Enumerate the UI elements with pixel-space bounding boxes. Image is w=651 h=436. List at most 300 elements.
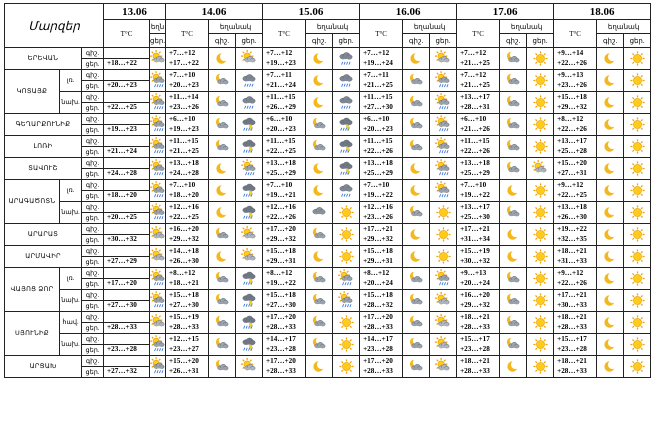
moon-cloud-icon <box>408 72 425 89</box>
weather-day-cell <box>236 334 263 356</box>
temp-day: +24…+28 <box>169 168 199 177</box>
weather-night-cell <box>403 48 430 70</box>
moon-cloud-icon <box>311 138 328 155</box>
night-label: գիշ. <box>82 312 104 323</box>
weather-night-cell <box>306 136 333 158</box>
day-label: ցեր. <box>82 213 104 224</box>
day-label: ցեր. <box>82 235 104 246</box>
weather-day-cell <box>430 136 457 158</box>
region-name: ԱՐՄԱՎԻՐ <box>5 246 82 268</box>
temp-day: +17…+22 <box>169 58 199 67</box>
subregion-label: լռ. <box>60 70 82 92</box>
moon-cloud-icon <box>214 72 231 89</box>
temp-day: +22…+26 <box>460 146 490 155</box>
weather-night-cell <box>597 136 624 158</box>
sun-cloud-icon <box>435 50 452 67</box>
night-label: գիշ. <box>82 48 104 59</box>
temp-range-cell <box>360 268 403 290</box>
weather-night-cell <box>500 246 527 268</box>
weather-night-cell <box>500 224 527 246</box>
temp-day: +19…+23 <box>266 58 296 67</box>
moon-icon <box>311 358 328 375</box>
sun-icon <box>338 226 355 243</box>
temp-range-cell <box>554 268 597 290</box>
day-header: ցեր. <box>150 34 166 48</box>
moon-cloud-icon <box>311 226 328 243</box>
temp-night: +6…+10 <box>266 115 293 123</box>
day-header: ցեր. <box>236 34 263 48</box>
night-header: գիշ. <box>403 34 430 48</box>
weather-night-cell <box>403 312 430 334</box>
temp-day: +30…+32 <box>460 256 490 265</box>
weather-day-cell <box>527 268 554 290</box>
temp-range-cell <box>166 180 209 202</box>
weather-night-cell <box>306 158 333 180</box>
weather-night-cell <box>403 180 430 202</box>
temp-night-13 <box>104 268 150 279</box>
temp-night: +14…+18 <box>169 247 199 255</box>
temp-day: +28…+31 <box>460 102 490 111</box>
temp-range-cell <box>166 334 209 356</box>
moon-cloud-icon <box>505 116 522 133</box>
temp-day: +27…+30 <box>363 102 393 111</box>
storm-icon <box>338 160 355 177</box>
moon-icon <box>408 182 425 199</box>
weather-day-cell <box>430 180 457 202</box>
moon-cloud-icon <box>408 292 425 309</box>
temp-range-cell <box>457 158 500 180</box>
temp-range-cell <box>360 180 403 202</box>
weather-night-cell <box>597 334 624 356</box>
weather-night-cell <box>306 246 333 268</box>
weather-day-cell <box>527 158 554 180</box>
temp-day: +22…+26 <box>557 278 587 287</box>
temp-night: +11…+15 <box>363 137 393 145</box>
weather-night-cell <box>597 180 624 202</box>
sun-icon <box>532 182 549 199</box>
weather-night-cell <box>597 246 624 268</box>
temp-night: +15…+18 <box>363 291 393 299</box>
temperature-header: T°C <box>554 20 597 48</box>
weather-night-cell <box>209 312 236 334</box>
moon-cloud-icon <box>214 138 231 155</box>
moon-cloud-icon <box>311 314 328 331</box>
day-label: ցեր. <box>82 147 104 158</box>
moon-icon <box>505 248 522 265</box>
subregion-label: հավ. <box>60 312 82 334</box>
weather-13-cell <box>150 224 166 246</box>
temp-range-cell <box>360 202 403 224</box>
temp-night-13 <box>104 202 150 213</box>
temp-night: +12…+16 <box>363 203 393 211</box>
region-name: ՏԱՎՈՒՇ <box>5 158 82 180</box>
moon-cloud-icon <box>505 94 522 111</box>
moon-cloud-icon <box>505 270 522 287</box>
sun-cloud-rain-icon <box>150 336 167 353</box>
temp-day: +23…+26 <box>363 212 393 221</box>
date-header: 18.06 <box>554 4 651 20</box>
sun-icon <box>629 226 646 243</box>
weather-header: եղանակ <box>403 20 457 34</box>
sun-cloud-icon <box>241 358 258 375</box>
night-header: գիշ. <box>306 34 333 48</box>
moon-icon <box>505 182 522 199</box>
region-name: ԿՈՏԱՅՔ <box>5 70 60 114</box>
temp-day: +22…+26 <box>363 146 393 155</box>
weather-night-cell <box>209 334 236 356</box>
temp-day: +26…+30 <box>169 256 199 265</box>
weather-night-cell <box>306 224 333 246</box>
temp-range-cell <box>554 356 597 378</box>
temp-day: +22…+25 <box>266 146 296 155</box>
temp-range-cell <box>457 202 500 224</box>
weather-night-cell <box>403 334 430 356</box>
subregion-label: նախ. <box>60 290 82 312</box>
night-label: գիշ. <box>82 158 104 169</box>
temp-range-cell <box>263 312 306 334</box>
temp-night-13 <box>104 224 150 235</box>
sun-icon <box>532 50 549 67</box>
temp-day: +28…+33 <box>557 366 587 375</box>
temp-night-13 <box>104 246 150 257</box>
cloud-rain-icon <box>338 50 355 67</box>
temp-day: +19…+22 <box>266 278 296 287</box>
cloud-rain-icon <box>241 72 258 89</box>
temp-range-cell <box>360 158 403 180</box>
temp-night: +9…+13 <box>557 71 584 79</box>
weather-night-cell <box>306 268 333 290</box>
day-label: ցեր. <box>82 367 104 378</box>
sun-cloud-rain-icon <box>150 182 167 199</box>
weather-night-cell <box>597 114 624 136</box>
temp-night: +12…+16 <box>169 203 199 211</box>
temp-night: +17…+21 <box>363 225 393 233</box>
temp-range-cell <box>166 312 209 334</box>
sun-icon <box>532 204 549 221</box>
moon-cloud-icon <box>505 204 522 221</box>
weather-day-cell <box>333 268 360 290</box>
moon-icon <box>602 248 619 265</box>
weather-13-cell <box>150 268 166 290</box>
weather-header: եղանակ <box>500 20 554 34</box>
moon-icon <box>602 336 619 353</box>
moon-cloud-icon <box>214 292 231 309</box>
temp-day: +28…+32 <box>363 300 393 309</box>
temp-night: +7…+10 <box>363 181 390 189</box>
temp-day: +23…+28 <box>557 344 587 353</box>
weather-13-cell <box>150 290 166 312</box>
moon-cloud-icon <box>214 336 231 353</box>
temp-day: +29…+31 <box>266 256 296 265</box>
weather-day-cell <box>333 92 360 114</box>
temp-night-13 <box>104 70 150 81</box>
sun-cloud-rain-icon <box>150 94 167 111</box>
day-header: ցեր. <box>333 34 360 48</box>
temp-day: +25…+28 <box>557 146 587 155</box>
temp-day-13: +27…+32 <box>104 367 150 378</box>
temperature-header: T°C <box>166 20 209 48</box>
storm-icon <box>241 204 258 221</box>
moon-icon <box>214 248 231 265</box>
temp-night: +7…+11 <box>266 71 292 79</box>
temp-day: +26…+30 <box>557 212 587 221</box>
temp-night: +12…+15 <box>169 335 199 343</box>
temp-night: +11…+15 <box>169 137 199 145</box>
weather-13-cell <box>150 202 166 224</box>
temp-day: +29…+32 <box>460 300 490 309</box>
temp-night: +11…+15 <box>460 137 490 145</box>
temp-night: +7…+10 <box>460 181 487 189</box>
weather-night-cell <box>500 312 527 334</box>
weather-day-cell <box>333 334 360 356</box>
region-name: ԼՈՌԻ <box>5 136 82 158</box>
sun-cloud-rain-icon <box>338 270 355 287</box>
weather-day-cell <box>236 180 263 202</box>
moon-icon <box>311 50 328 67</box>
moon-cloud-icon <box>408 270 425 287</box>
temp-range-cell <box>263 356 306 378</box>
moon-cloud-icon <box>505 72 522 89</box>
temp-day: +25…+29 <box>363 168 393 177</box>
weather-night-cell <box>209 114 236 136</box>
sun-icon <box>629 50 646 67</box>
cloud-rain-icon <box>338 94 355 111</box>
temp-night-13 <box>104 158 150 169</box>
temp-day: +25…+30 <box>460 212 490 221</box>
weather-day-cell <box>624 246 651 268</box>
weather-day-cell <box>430 356 457 378</box>
day-label: ցեր. <box>82 345 104 356</box>
sun-cloud-rain-icon <box>435 138 452 155</box>
storm-icon <box>241 116 258 133</box>
weather-13-cell <box>150 70 166 92</box>
night-label: գիշ. <box>82 246 104 257</box>
weather-day-cell <box>430 70 457 92</box>
weather-day-cell <box>236 92 263 114</box>
temp-day: +28…+33 <box>557 322 587 331</box>
temp-night: +15…+17 <box>460 335 490 343</box>
temp-range-cell <box>166 48 209 70</box>
weather-day-cell <box>624 334 651 356</box>
temp-range-cell <box>457 268 500 290</box>
night-label: գիշ. <box>82 114 104 125</box>
weather-header: եղանակ <box>597 20 651 34</box>
region-name: ՍՅՈՒՆԻՔ <box>5 312 60 356</box>
sun-icon <box>629 336 646 353</box>
temp-day: +20…+23 <box>266 124 296 133</box>
sun-icon <box>629 160 646 177</box>
temp-range-cell <box>263 70 306 92</box>
temp-range-cell <box>554 158 597 180</box>
day-label: ցեր. <box>82 103 104 114</box>
weather-13-cell <box>150 136 166 158</box>
day-label: ցեր. <box>82 59 104 70</box>
weather-day-cell <box>624 114 651 136</box>
weather-day-cell <box>430 202 457 224</box>
moon-icon <box>602 226 619 243</box>
sun-icon <box>532 314 549 331</box>
temp-range-cell <box>554 224 597 246</box>
moon-cloud-icon <box>408 336 425 353</box>
sun-icon <box>435 248 452 265</box>
temp-day: +31…+33 <box>557 256 587 265</box>
weather-13-cell <box>150 312 166 334</box>
weather-day-cell <box>430 224 457 246</box>
subregion-label: նախ. <box>60 202 82 224</box>
moon-icon <box>602 314 619 331</box>
subregion-label: լռ. <box>60 180 82 202</box>
moon-cloud-icon <box>311 270 328 287</box>
sun-icon <box>629 314 646 331</box>
sun-icon <box>629 116 646 133</box>
temp-day: +23…+28 <box>266 344 296 353</box>
weather-night-cell <box>209 356 236 378</box>
weather-night-cell <box>500 92 527 114</box>
weather-day-cell <box>333 158 360 180</box>
sun-cloud-rain-icon <box>435 116 452 133</box>
temp-range-cell <box>457 180 500 202</box>
temp-night: +7…+12 <box>169 49 196 57</box>
weather-night-cell <box>306 92 333 114</box>
temp-day: +26…+29 <box>266 102 296 111</box>
temp-night: +7…+12 <box>266 49 293 57</box>
temp-range-cell <box>263 180 306 202</box>
weather-13-cell <box>150 48 166 70</box>
weather-night-cell <box>306 48 333 70</box>
temp-range-cell <box>554 202 597 224</box>
sun-icon <box>338 358 355 375</box>
weather-day-cell <box>624 180 651 202</box>
temp-day: +30…+33 <box>557 300 587 309</box>
temperature-header: T°C <box>360 20 403 48</box>
sun-cloud-rain-icon <box>150 270 167 287</box>
moon-icon <box>408 248 425 265</box>
date-header: 13.06 <box>104 4 166 20</box>
weather-day-cell <box>624 312 651 334</box>
sun-cloud-rain-icon <box>150 116 167 133</box>
temp-range-cell <box>360 356 403 378</box>
moon-icon <box>311 182 328 199</box>
weather-day-cell <box>624 268 651 290</box>
sun-cloud-rain-icon <box>435 160 452 177</box>
moon-icon <box>311 94 328 111</box>
day-label: ցեր. <box>82 323 104 334</box>
moon-icon <box>214 50 231 67</box>
cloud-rain-icon <box>338 72 355 89</box>
temp-day: +21…+25 <box>363 80 393 89</box>
temp-day: +28…+33 <box>363 366 393 375</box>
moon-icon <box>602 160 619 177</box>
sun-icon <box>532 270 549 287</box>
temp-range-cell <box>263 48 306 70</box>
temp-day: +18…+20 <box>169 190 199 199</box>
temp-night: +18…+21 <box>460 313 490 321</box>
temp-range-cell <box>554 334 597 356</box>
weather-night-cell <box>306 114 333 136</box>
weather-night-cell <box>403 290 430 312</box>
temp-range-cell <box>263 224 306 246</box>
temperature-header: T°C <box>457 20 500 48</box>
weather-day-cell <box>333 224 360 246</box>
sun-cloud-rain-icon <box>150 292 167 309</box>
temp-night: +9…+12 <box>557 181 584 189</box>
temp-range-cell <box>263 290 306 312</box>
temp-night: +11…+15 <box>266 93 296 101</box>
weather-night-cell <box>403 158 430 180</box>
temp-range-cell <box>166 136 209 158</box>
moon-icon <box>602 72 619 89</box>
sun-icon <box>338 336 355 353</box>
weather-13-cell <box>150 356 166 378</box>
temp-range-cell <box>554 92 597 114</box>
night-label: գիշ. <box>82 136 104 147</box>
weather-night-cell <box>500 136 527 158</box>
sun-icon <box>532 72 549 89</box>
weather-night-cell <box>209 202 236 224</box>
weather-day-cell <box>624 136 651 158</box>
temp-day: +28…+33 <box>460 322 490 331</box>
temp-night: +15…+17 <box>557 335 587 343</box>
temp-night: +16…+20 <box>169 225 199 233</box>
moon-icon <box>602 116 619 133</box>
moon-cloud-icon <box>505 160 522 177</box>
sun-icon <box>629 292 646 309</box>
weather-day-cell <box>624 356 651 378</box>
temp-range-cell <box>360 224 403 246</box>
temp-range-cell <box>457 48 500 70</box>
day-header: ցեր. <box>624 34 651 48</box>
temp-range-cell <box>360 70 403 92</box>
night-header: գիշ. <box>597 34 624 48</box>
day-header: ցեր. <box>527 34 554 48</box>
temp-night: +8…+12 <box>266 269 293 277</box>
weather-day-cell <box>527 48 554 70</box>
weather-13-cell <box>150 334 166 356</box>
weather-day-cell <box>333 356 360 378</box>
temp-night: +7…+12 <box>363 49 390 57</box>
temp-day: +20…+24 <box>363 278 393 287</box>
sun-icon <box>629 72 646 89</box>
night-header: գիշ. <box>209 34 236 48</box>
moon-cloud-icon <box>505 314 522 331</box>
temp-range-cell <box>166 92 209 114</box>
moon-cloud-icon <box>408 358 425 375</box>
moon-cloud-icon <box>214 358 231 375</box>
temp-night: +13…+17 <box>557 137 587 145</box>
weather-day-cell <box>236 224 263 246</box>
cloud-icon <box>311 204 328 221</box>
moon-cloud-icon <box>214 94 231 111</box>
weather-day-cell <box>333 136 360 158</box>
region-name: ԱՐԱՐԱՏ <box>5 224 82 246</box>
day-label: ցեր. <box>82 125 104 136</box>
weather-day-cell <box>236 114 263 136</box>
temp-day: +29…+31 <box>363 256 393 265</box>
sun-icon <box>629 204 646 221</box>
weather-night-cell <box>597 48 624 70</box>
temp-day: +21…+25 <box>460 58 490 67</box>
sun-cloud-icon <box>150 314 167 331</box>
temp-day: +19…+23 <box>169 124 199 133</box>
weather-day-cell <box>236 246 263 268</box>
day-header: ցեր. <box>430 34 457 48</box>
temp-day: +28…+33 <box>169 322 199 331</box>
moon-icon <box>311 72 328 89</box>
temp-night: +15…+20 <box>557 159 587 167</box>
weather-header: եղանակ <box>306 20 360 34</box>
weather-day-cell <box>624 158 651 180</box>
weather-day-cell <box>333 202 360 224</box>
